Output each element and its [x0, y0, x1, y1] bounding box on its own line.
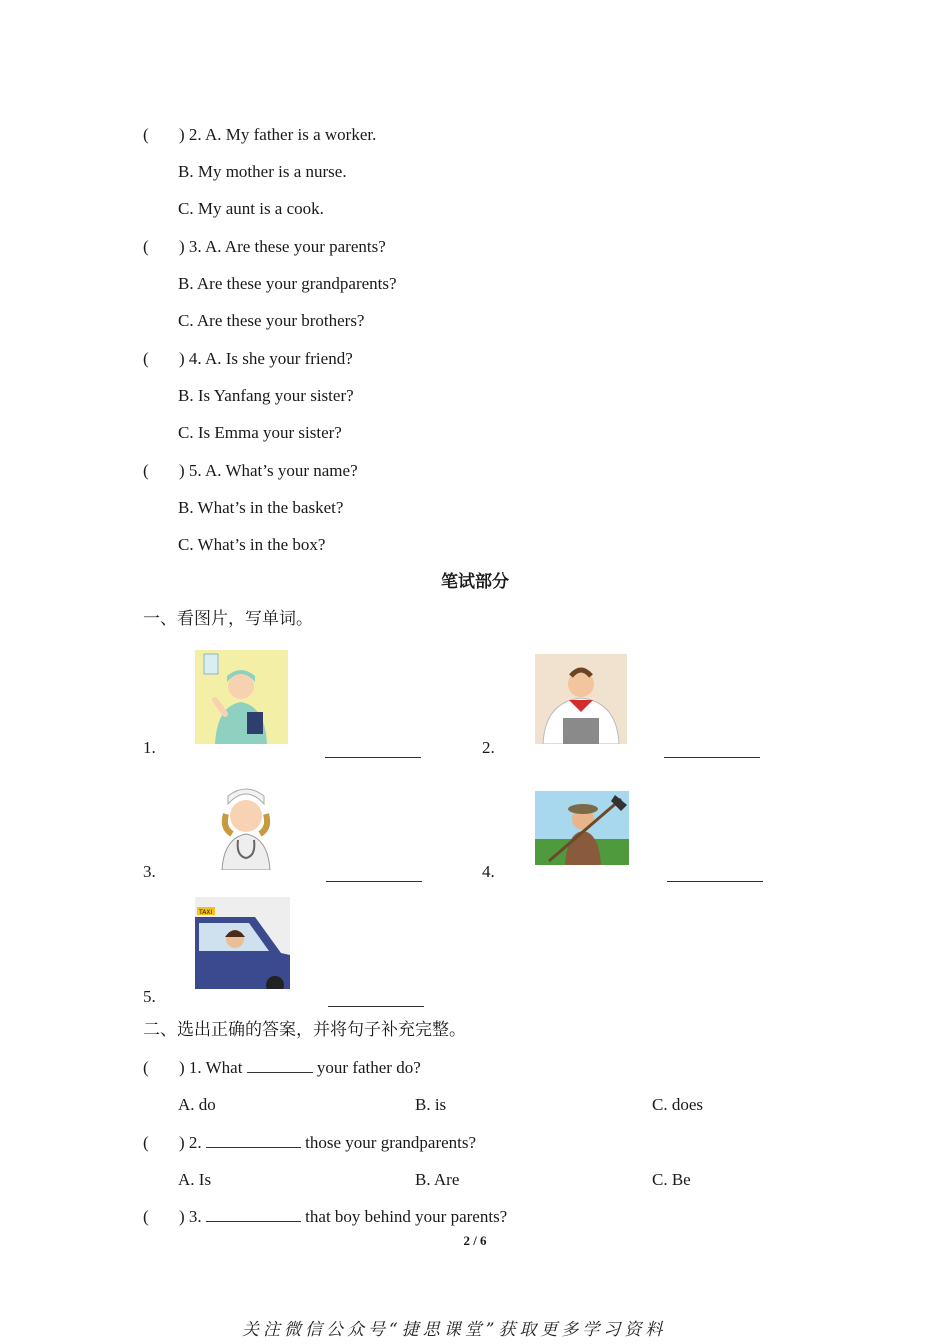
question-text: ) 5. A. What’s your name? — [179, 461, 358, 480]
nurse-picture — [212, 782, 279, 870]
page-number: 2 / 6 — [463, 1233, 487, 1248]
chef-icon — [535, 654, 627, 744]
question-text: ) 3. A. Are these your parents? — [179, 237, 386, 256]
option-c: C. Are these your brothers? — [178, 311, 365, 330]
option-b: B. Are these your grandparents? — [178, 274, 397, 293]
option-b: B. Is Yanfang your sister? — [178, 386, 354, 405]
answer-paren[interactable]: ( — [143, 237, 149, 256]
pic-label-3: 3. — [143, 862, 156, 881]
pic-label-4: 4. — [482, 862, 495, 881]
pic-label-2: 2. — [482, 738, 495, 757]
answer-paren[interactable]: ( — [143, 1133, 149, 1152]
question-num: ) 2. — [179, 1133, 202, 1152]
pic-label-1: 1. — [143, 738, 156, 757]
option-c: C. does — [652, 1095, 703, 1114]
section-title: 笔试部分 — [441, 572, 509, 592]
option-c: C. What’s in the box? — [178, 535, 326, 554]
section2-title: 二、选出正确的答案，并将句子补充完整。 — [143, 1020, 466, 1040]
answer-blank-3[interactable] — [326, 881, 422, 882]
answer-paren[interactable]: ( — [143, 349, 149, 368]
pic-label-5: 5. — [143, 987, 156, 1006]
fill-blank[interactable] — [206, 1133, 301, 1148]
taxi-picture — [195, 897, 290, 989]
fill-blank[interactable] — [206, 1207, 301, 1222]
doctor-icon — [195, 650, 288, 744]
option-b: B. What’s in the basket? — [178, 498, 344, 517]
fill-blank[interactable] — [247, 1058, 313, 1073]
question-text: that boy behind your parents? — [305, 1207, 508, 1226]
answer-blank-4[interactable] — [667, 881, 763, 882]
question-num: ) 3. — [179, 1207, 202, 1226]
answer-paren[interactable]: ( — [143, 1058, 149, 1077]
answer-paren[interactable]: ( — [143, 125, 149, 144]
nurse-icon — [212, 782, 279, 870]
footer-note: 关注微信公众号“捷思课堂”获取更多学习资料 — [242, 1320, 667, 1340]
option-b: B. My mother is a nurse. — [178, 162, 347, 181]
question-text: your father do? — [316, 1058, 421, 1077]
answer-blank-2[interactable] — [664, 757, 760, 758]
option-c: C. Is Emma your sister? — [178, 423, 342, 442]
question-num: ) 1. What — [179, 1058, 243, 1077]
option-a: A. Is — [178, 1170, 212, 1189]
taxi-driver-icon — [195, 897, 290, 989]
farmer-icon — [535, 791, 629, 865]
option-c: C. Be — [652, 1170, 691, 1189]
answer-paren[interactable]: ( — [143, 461, 149, 480]
chef-picture — [535, 654, 627, 744]
option-b: B. is — [415, 1095, 447, 1114]
answer-blank-1[interactable] — [325, 757, 421, 758]
taxi-sign-text: TAXI — [199, 909, 213, 916]
farmer-picture — [535, 791, 629, 865]
section1-title: 一、看图片，写单词。 — [143, 609, 313, 629]
question-text: ) 2. A. My father is a worker. — [179, 125, 377, 144]
option-b: B. Are — [415, 1170, 460, 1189]
question-text: those your grandparents? — [305, 1133, 477, 1152]
answer-blank-5[interactable] — [328, 1006, 424, 1007]
option-c: C. My aunt is a cook. — [178, 199, 324, 218]
answer-paren[interactable]: ( — [143, 1207, 149, 1226]
question-text: ) 4. A. Is she your friend? — [179, 349, 353, 368]
option-a: A. do — [178, 1095, 216, 1114]
doctor-picture — [195, 650, 288, 744]
